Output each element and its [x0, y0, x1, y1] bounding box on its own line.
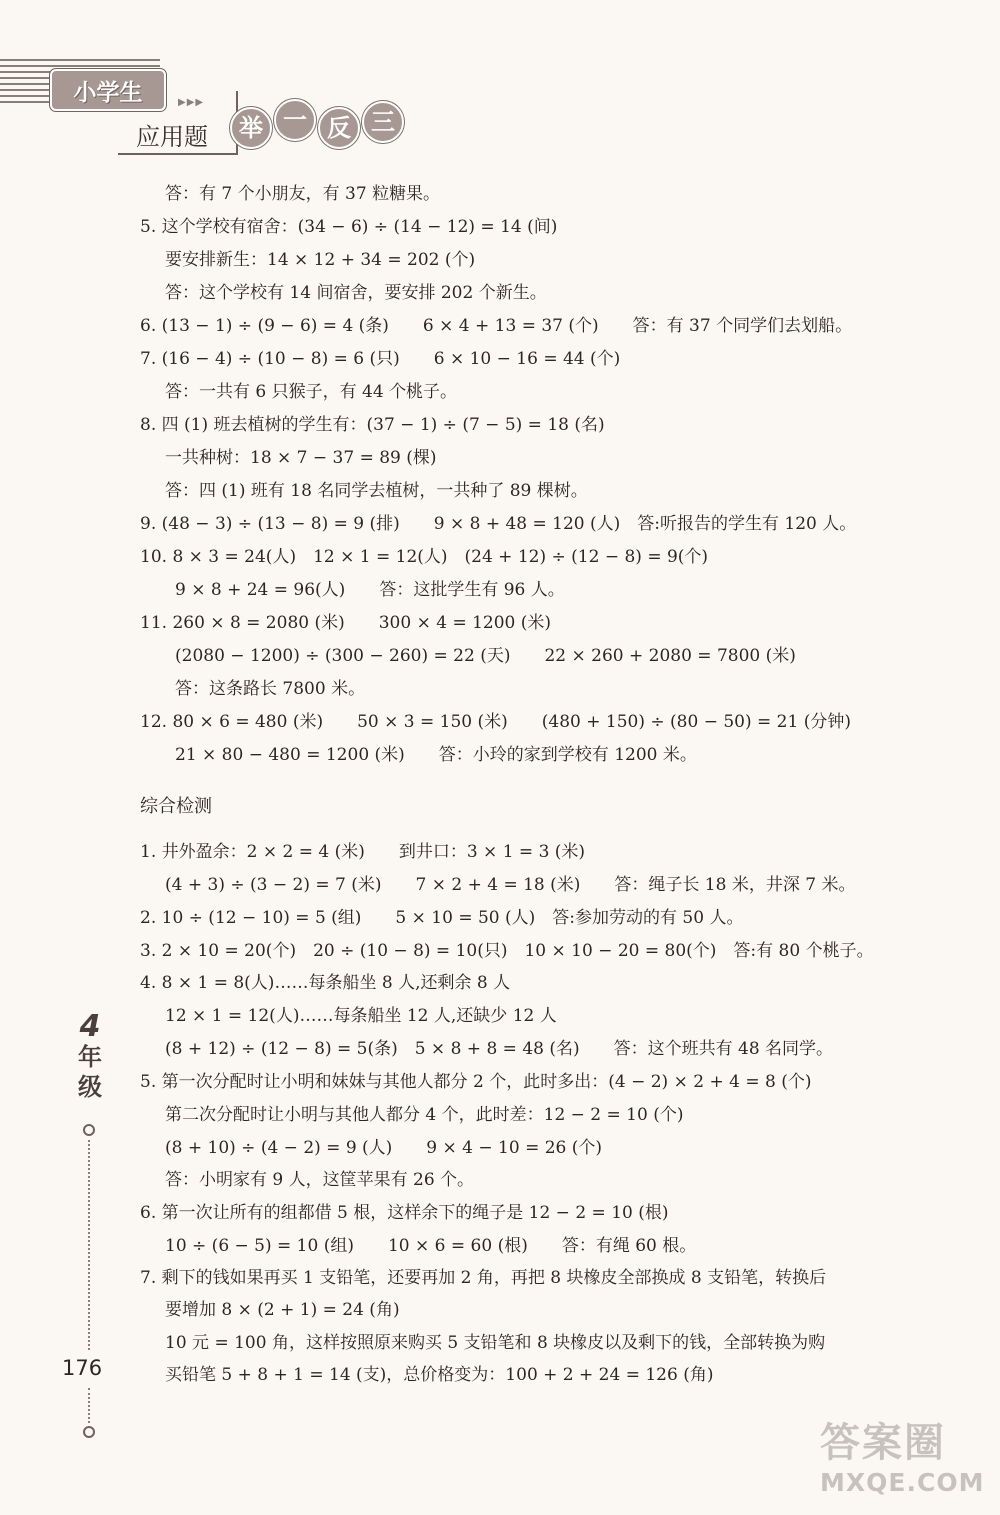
answer-line: 10. 8 × 3 = 24(人) 12 × 1 = 12(人) (24 + 12) ÷ (12 − 8) = 9(个): [140, 547, 709, 567]
answer-line: 答：一共有 6 只猴子，有 44 个桃子。: [165, 382, 458, 402]
answer-line: (2080 − 1200) ÷ (300 − 260) = 22 (天) 22 × 260 + 2080 = 7800 (米): [175, 646, 796, 666]
answer-line: (8 + 10) ÷ (4 − 2) = 9 (人) 9 × 4 − 10 = 26 (个): [165, 1138, 603, 1158]
answer-line: 要安排新生：14 × 12 + 34 = 202 (个): [165, 250, 476, 270]
slogan-char: 一: [274, 99, 316, 141]
watermark-logo-url: MXQE.COM: [820, 1468, 985, 1497]
answer-line: 6. 第一次让所有的组都借 5 根，这样余下的绳子是 12 − 2 = 10 (根): [140, 1203, 669, 1223]
answer-line: 答：这条路长 7800 米。: [175, 679, 366, 699]
answer-line: 一共种树：18 × 7 − 37 = 89 (棵): [165, 448, 437, 468]
answer-line: 21 × 80 − 480 = 1200 (米) 答：小玲的家到学校有 1200 米。: [175, 745, 697, 765]
answer-line: 9. (48 − 3) ÷ (13 − 8) = 9 (排) 9 × 8 + 48 = 120 (人) 答:听报告的学生有 120 人。: [140, 514, 857, 534]
answer-line: 12 × 1 = 12(人)……每条船坐 12 人,还缺少 12 人: [165, 1006, 557, 1026]
ring-decoration-icon: [83, 1124, 95, 1136]
slogan-char: 三: [362, 101, 404, 143]
grade-char-2: 级: [78, 1073, 102, 1101]
answer-line: 5. 这个学校有宿舍：(34 − 6) ÷ (14 − 12) = 14 (间): [140, 217, 558, 237]
ring-decoration-icon: [83, 1426, 95, 1438]
answer-line: 4. 8 × 1 = 8(人)……每条船坐 8 人,还剩余 8 人: [140, 973, 511, 993]
series-brand: 小学生: [50, 69, 166, 111]
answer-line: 10 ÷ (6 − 5) = 10 (组) 10 × 6 = 60 (根) 答：有绳 60 根。: [165, 1236, 697, 1256]
answer-line: 3. 2 × 10 = 20(个) 20 ÷ (10 − 8) = 10(只) 10 × 10 − 20 = 80(个) 答:有 80 个桃子。: [140, 941, 874, 961]
answer-line: 答：小明家有 9 人，这筐苹果有 26 个。: [165, 1170, 475, 1190]
dotted-divider: [88, 1388, 90, 1423]
answer-line: (4 + 3) ÷ (3 − 2) = 7 (米) 7 × 2 + 4 = 18 (米) 答：绳子长 18 米，井深 7 米。: [165, 875, 856, 895]
answer-line: 11. 260 × 8 = 2080 (米) 300 × 4 = 1200 (米): [140, 613, 552, 633]
answer-line: 答：有 7 个小朋友，有 37 粒糖果。: [165, 184, 441, 204]
answer-line: 7. 剩下的钱如果再买 1 支铅笔，还要再加 2 角，再把 8 块橡皮全部换成 8 支铅笔，转换后: [140, 1268, 827, 1288]
section-title: 综合检测: [140, 796, 212, 817]
answer-line: 2. 10 ÷ (12 − 10) = 5 (组) 5 × 10 = 50 (人) 答:参加劳动的有 50 人。: [140, 908, 744, 928]
watermark-logo: [820, 1418, 992, 1510]
answer-line: 第二次分配时让小明与其他人都分 4 个，此时差：12 − 2 = 10 (个): [165, 1105, 684, 1125]
slogan-char: 反: [318, 107, 360, 149]
watermark-logo-title: 答案圈: [820, 1420, 946, 1466]
grade-char-1: 年: [78, 1043, 102, 1071]
slogan-char: 举: [230, 107, 272, 149]
answer-line: 12. 80 × 6 = 480 (米) 50 × 3 = 150 (米) (480 + 150) ÷ (80 − 50) = 21 (分钟): [140, 712, 851, 732]
answer-line: (8 + 12) ÷ (12 − 8) = 5(条) 5 × 8 + 8 = 48 (名) 答：这个班共有 48 名同学。: [165, 1039, 834, 1059]
grade-number: 4: [79, 1009, 101, 1044]
arrow-triangles-icon: ▶▶▶: [178, 97, 205, 108]
book-subtitle: 应用题: [136, 123, 208, 151]
answer-line: 8. 四 (1) 班去植树的学生有：(37 − 1) ÷ (7 − 5) = 18 (名): [140, 415, 605, 435]
answer-line: 买铅笔 5 + 8 + 1 = 14 (支)，总价格变为：100 + 2 + 24 = 126 (角): [165, 1365, 714, 1385]
answer-line: 7. (16 − 4) ÷ (10 − 8) = 6 (只) 6 × 10 − 16 = 44 (个): [140, 349, 621, 369]
dotted-divider: [88, 1140, 90, 1350]
page-number: 176: [62, 1356, 103, 1380]
answer-line: 9 × 8 + 24 = 96(人) 答：这批学生有 96 人。: [175, 580, 565, 600]
answer-line: 1. 井外盈余：2 × 2 = 4 (米) 到井口：3 × 1 = 3 (米): [140, 842, 586, 862]
answer-line: 答：四 (1) 班有 18 名同学去植树，一共种了 89 棵树。: [165, 481, 588, 501]
grade-label: [70, 1009, 110, 1102]
answer-line: 10 元 = 100 角，这样按照原来购买 5 支铅笔和 8 块橡皮以及剩下的钱，全部转换为购: [165, 1333, 826, 1353]
slogan-badges: [230, 107, 406, 149]
book-header: [0, 55, 420, 165]
answer-line: 5. 第一次分配时让小明和妹妹与其他人都分 2 个，此时多出：(4 − 2) × 2 + 4 = 8 (个): [140, 1072, 812, 1092]
answer-line: 答：这个学校有 14 间宿舍，要安排 202 个新生。: [165, 283, 547, 303]
answer-line: 6. (13 − 1) ÷ (9 − 6) = 4 (条) 6 × 4 + 13 = 37 (个) 答：有 37 个同学们去划船。: [140, 316, 853, 336]
answer-line: 要增加 8 × (2 + 1) = 24 (角): [165, 1300, 400, 1320]
